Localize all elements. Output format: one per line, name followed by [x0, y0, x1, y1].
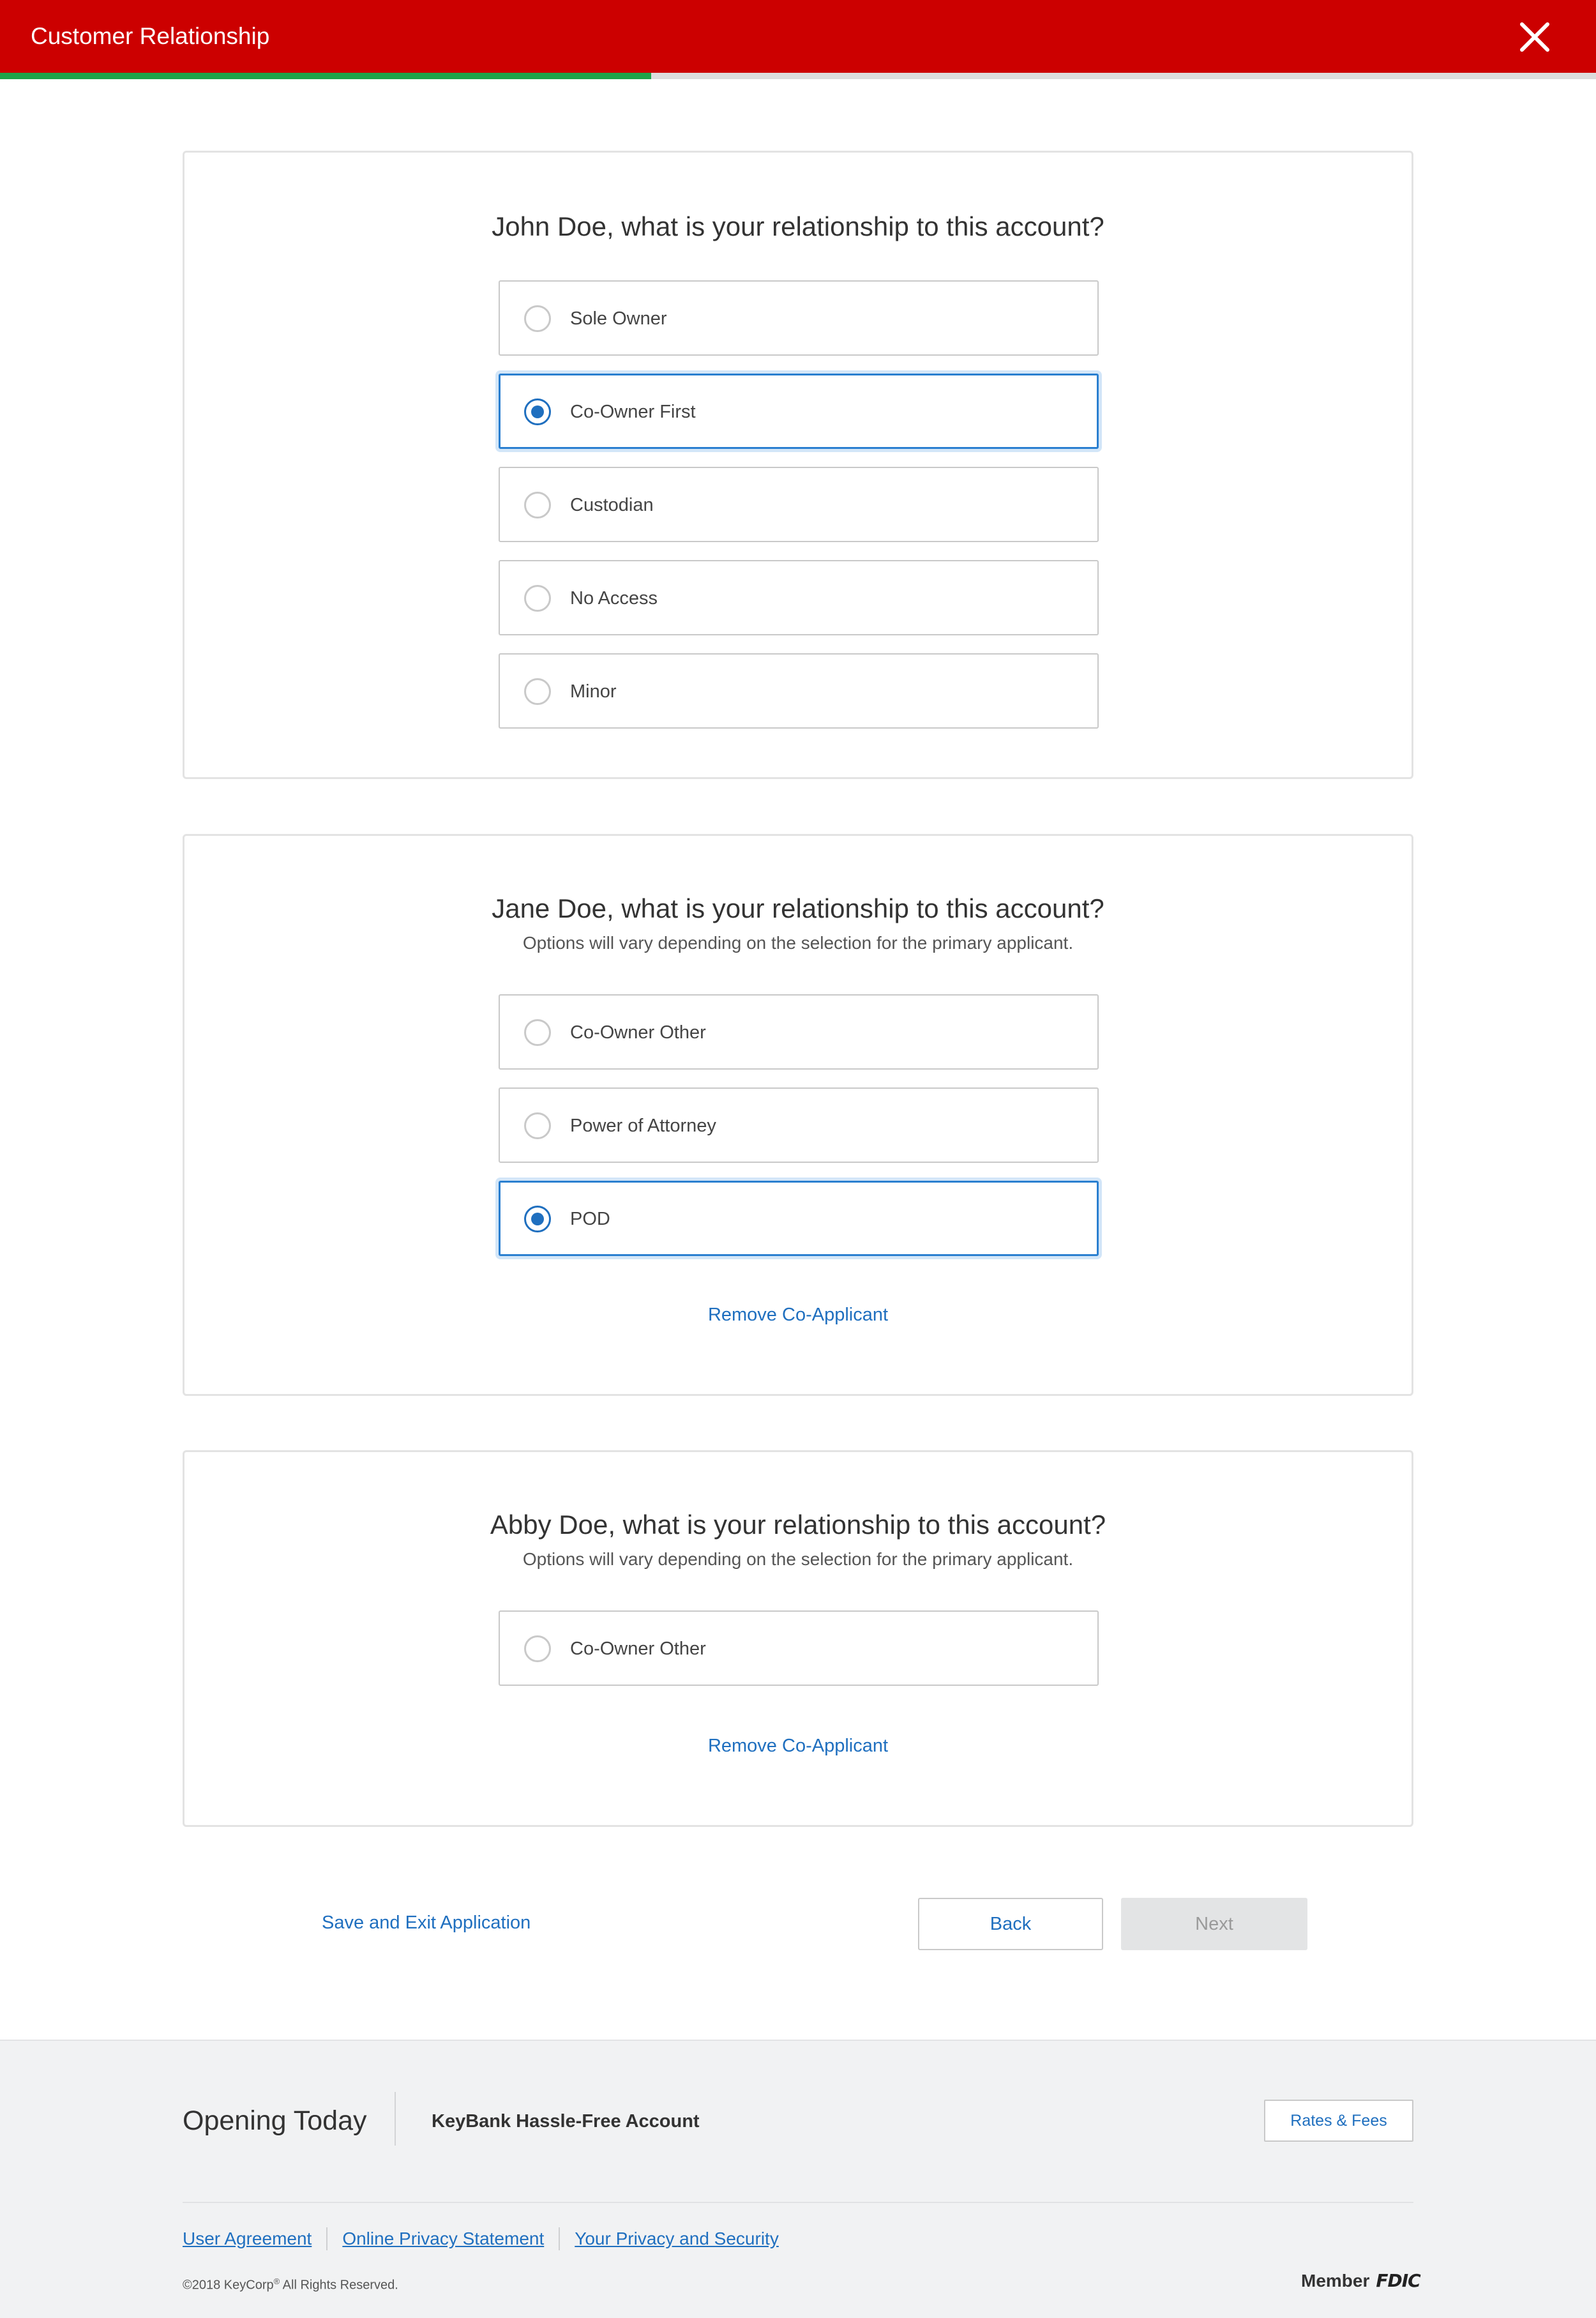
- opening-today-heading: Opening Today: [183, 2105, 367, 2136]
- option-co-owner-first[interactable]: [499, 374, 1099, 449]
- progress-bar: [0, 73, 1596, 79]
- fdic-logo: FDIC: [1376, 2270, 1420, 2291]
- card-question: Abby Doe, what is your relationship to this account?: [490, 1510, 1106, 1540]
- card-subtext: Options will vary depending on the selection for the primary applicant.: [522, 1549, 1074, 1569]
- radio-selected-dot: [531, 1213, 544, 1225]
- copyright-prefix: ©2018 KeyCorp: [183, 2278, 274, 2292]
- next-button[interactable]: Next: [1121, 1898, 1307, 1950]
- card-question: John Doe, what is your relationship to this account?: [492, 211, 1104, 241]
- radio-button[interactable]: [524, 585, 551, 612]
- online-privacy-statement-link[interactable]: Online Privacy Statement: [342, 2229, 545, 2248]
- radio-button[interactable]: [524, 305, 551, 332]
- option-label: Power of Attorney: [570, 1116, 716, 1136]
- option-power-of-attorney[interactable]: [499, 1087, 1099, 1163]
- member-label: Member: [1301, 2271, 1370, 2291]
- option-label: Sole Owner: [570, 308, 667, 329]
- radio-selected-dot: [531, 405, 544, 418]
- radio-button[interactable]: [524, 398, 551, 425]
- divider: [395, 2092, 396, 2146]
- card-question: Jane Doe, what is your relationship to this account?: [492, 893, 1104, 923]
- relationship-card-john: [183, 151, 1413, 779]
- registered-mark: ®: [273, 2276, 280, 2286]
- relationship-card-jane: [183, 834, 1413, 1396]
- divider: [183, 2202, 1413, 2203]
- app-header: [0, 0, 1596, 73]
- radio-button[interactable]: [524, 1019, 551, 1046]
- option-co-owner-other[interactable]: [499, 994, 1099, 1070]
- option-label: No Access: [570, 588, 658, 609]
- option-label: Custodian: [570, 495, 654, 515]
- relationship-card-abby: [183, 1450, 1413, 1827]
- option-label: POD: [570, 1209, 610, 1229]
- close-icon: [1514, 17, 1555, 57]
- privacy-security-link[interactable]: Your Privacy and Security: [575, 2229, 779, 2248]
- option-label: Co-Owner Other: [570, 1022, 706, 1043]
- footer-links: [183, 2226, 779, 2252]
- option-pod[interactable]: [499, 1181, 1099, 1256]
- remove-co-applicant-link[interactable]: Remove Co-Applicant: [707, 1736, 889, 1756]
- page-title: Customer Relationship: [31, 23, 270, 49]
- card-subtext: Options will vary depending on the selection for the primary applicant.: [522, 933, 1074, 953]
- link-separator: [326, 2227, 327, 2250]
- option-sole-owner[interactable]: [499, 280, 1099, 356]
- radio-button[interactable]: [524, 1206, 551, 1232]
- radio-button[interactable]: [524, 678, 551, 705]
- close-button[interactable]: [1514, 17, 1555, 57]
- copyright: [183, 2273, 398, 2294]
- remove-co-applicant-link[interactable]: Remove Co-Applicant: [707, 1305, 889, 1325]
- option-label: Minor: [570, 681, 617, 702]
- copyright-suffix: All Rights Reserved.: [280, 2278, 398, 2292]
- product-name: KeyBank Hassle-Free Account: [432, 2111, 700, 2132]
- option-custodian[interactable]: [499, 467, 1099, 542]
- radio-button[interactable]: [524, 1635, 551, 1662]
- radio-button[interactable]: [524, 1112, 551, 1139]
- radio-button[interactable]: [524, 492, 551, 519]
- user-agreement-link[interactable]: User Agreement: [183, 2229, 312, 2248]
- option-minor[interactable]: [499, 653, 1099, 729]
- rates-fees-button[interactable]: Rates & Fees: [1264, 2100, 1413, 2142]
- option-no-access[interactable]: [499, 560, 1099, 635]
- link-separator: [559, 2227, 560, 2250]
- option-label: Co-Owner Other: [570, 1639, 706, 1659]
- footer: [0, 2040, 1596, 2318]
- progress-fill: [0, 73, 651, 79]
- member-fdic: [1301, 2269, 1420, 2292]
- back-button[interactable]: Back: [918, 1898, 1103, 1950]
- option-label: Co-Owner First: [570, 402, 696, 422]
- save-and-exit-link[interactable]: Save and Exit Application: [322, 1913, 531, 1933]
- option-co-owner-other[interactable]: [499, 1610, 1099, 1686]
